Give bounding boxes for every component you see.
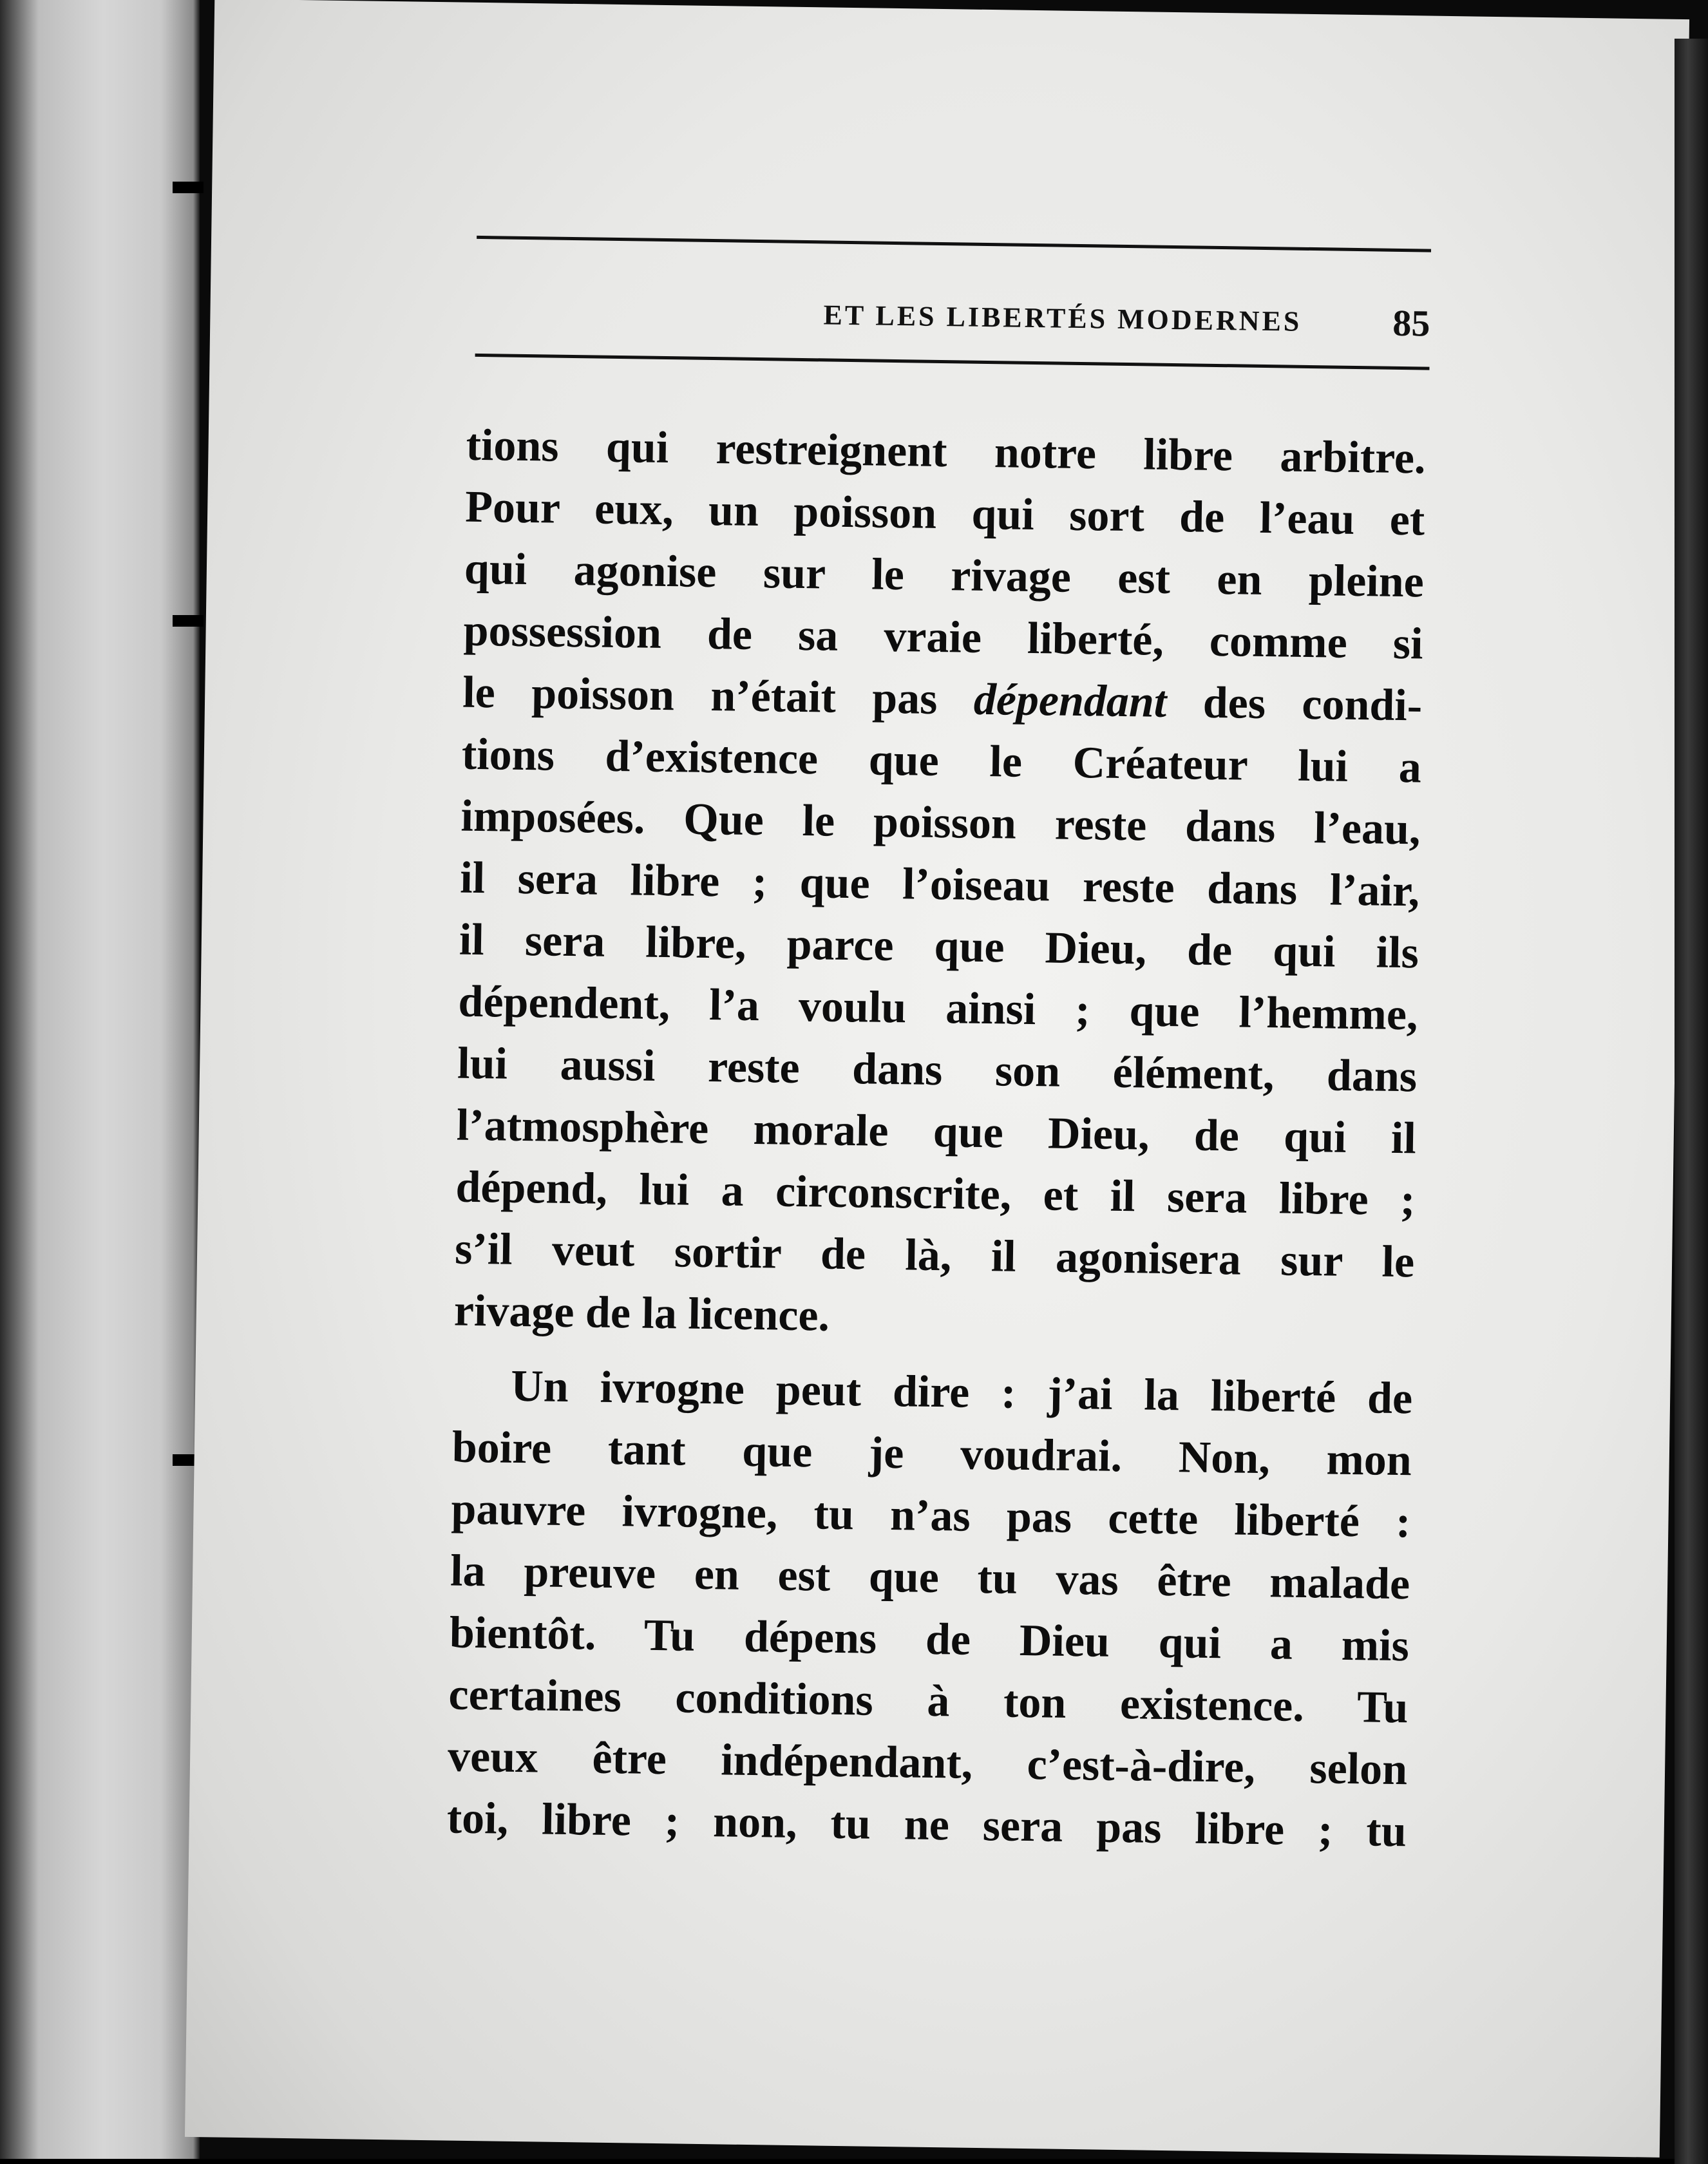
- binding-thread-mark: [173, 615, 204, 627]
- text-line: il sera libre ; que l’oiseau reste dans l’air,: [459, 853, 1420, 916]
- text-segment: le poisson n’était pas: [462, 667, 974, 725]
- header-rule-top: [477, 236, 1431, 252]
- previous-page-edge: [0, 0, 200, 2159]
- text-line: tions d’existence que le Créateur lui a: [461, 729, 1422, 793]
- book-page: [185, 0, 1689, 2158]
- text-line: Pour eux, un poisson qui sort de l’eau et: [464, 482, 1425, 546]
- page-number: 85: [1392, 301, 1430, 345]
- text-line: rivage de la licence.: [453, 1286, 830, 1341]
- text-line: certaines conditions à ton existence. Tu: [448, 1669, 1409, 1733]
- text-line: l’atmosphère morale que Dieu, de qui il: [456, 1100, 1417, 1164]
- text-line: il sera libre, parce que Dieu, de qui ils: [459, 915, 1419, 978]
- text-line: lui aussi reste dans son élément, dans: [457, 1038, 1418, 1102]
- running-title: ET LES LIBERTÉS MODERNES: [823, 299, 1302, 337]
- text-line: Un ivrogne peut dire : j’ai la liberté de: [510, 1361, 1413, 1424]
- text-line: tions qui restreignent notre libre arbitre.: [466, 420, 1427, 484]
- text-line: boire tant que je voudrai. Non, mon: [451, 1422, 1412, 1486]
- running-head: [475, 280, 1430, 364]
- text-line: veux être indépendant, c’est-à-dire, selon: [447, 1731, 1408, 1795]
- text-line: dépendent, l’a voulu ainsi ; que l’hemme,: [458, 976, 1418, 1040]
- text-line: la preuve en est que tu vas être malade: [450, 1546, 1410, 1609]
- text-line: bientôt. Tu dépens de Dieu qui a mis: [449, 1608, 1410, 1671]
- italic-word: dépendant: [973, 674, 1167, 727]
- text-line: pauvre ivrogne, tu n’as pas cette liberté :: [451, 1484, 1411, 1548]
- body-text: [446, 415, 1427, 1857]
- binding-thread-mark: [173, 182, 204, 193]
- text-line: imposées. Que le poisson reste dans l’eau,: [460, 791, 1421, 855]
- text-segment: des condi-: [1166, 677, 1423, 731]
- text-line: qui agonise sur le rivage est en pleine: [464, 544, 1425, 607]
- right-page-edge: [1675, 39, 1708, 2164]
- text-line: s’il veut sortir de là, il agonisera sur le: [454, 1224, 1415, 1287]
- text-line: dépend, lui a circonscrite, et il sera libre ;: [455, 1162, 1416, 1226]
- text-line: toi, libre ; non, tu ne sera pas libre ; tu: [446, 1793, 1407, 1857]
- text-line: possession de sa vraie liberté, comme si: [463, 605, 1424, 669]
